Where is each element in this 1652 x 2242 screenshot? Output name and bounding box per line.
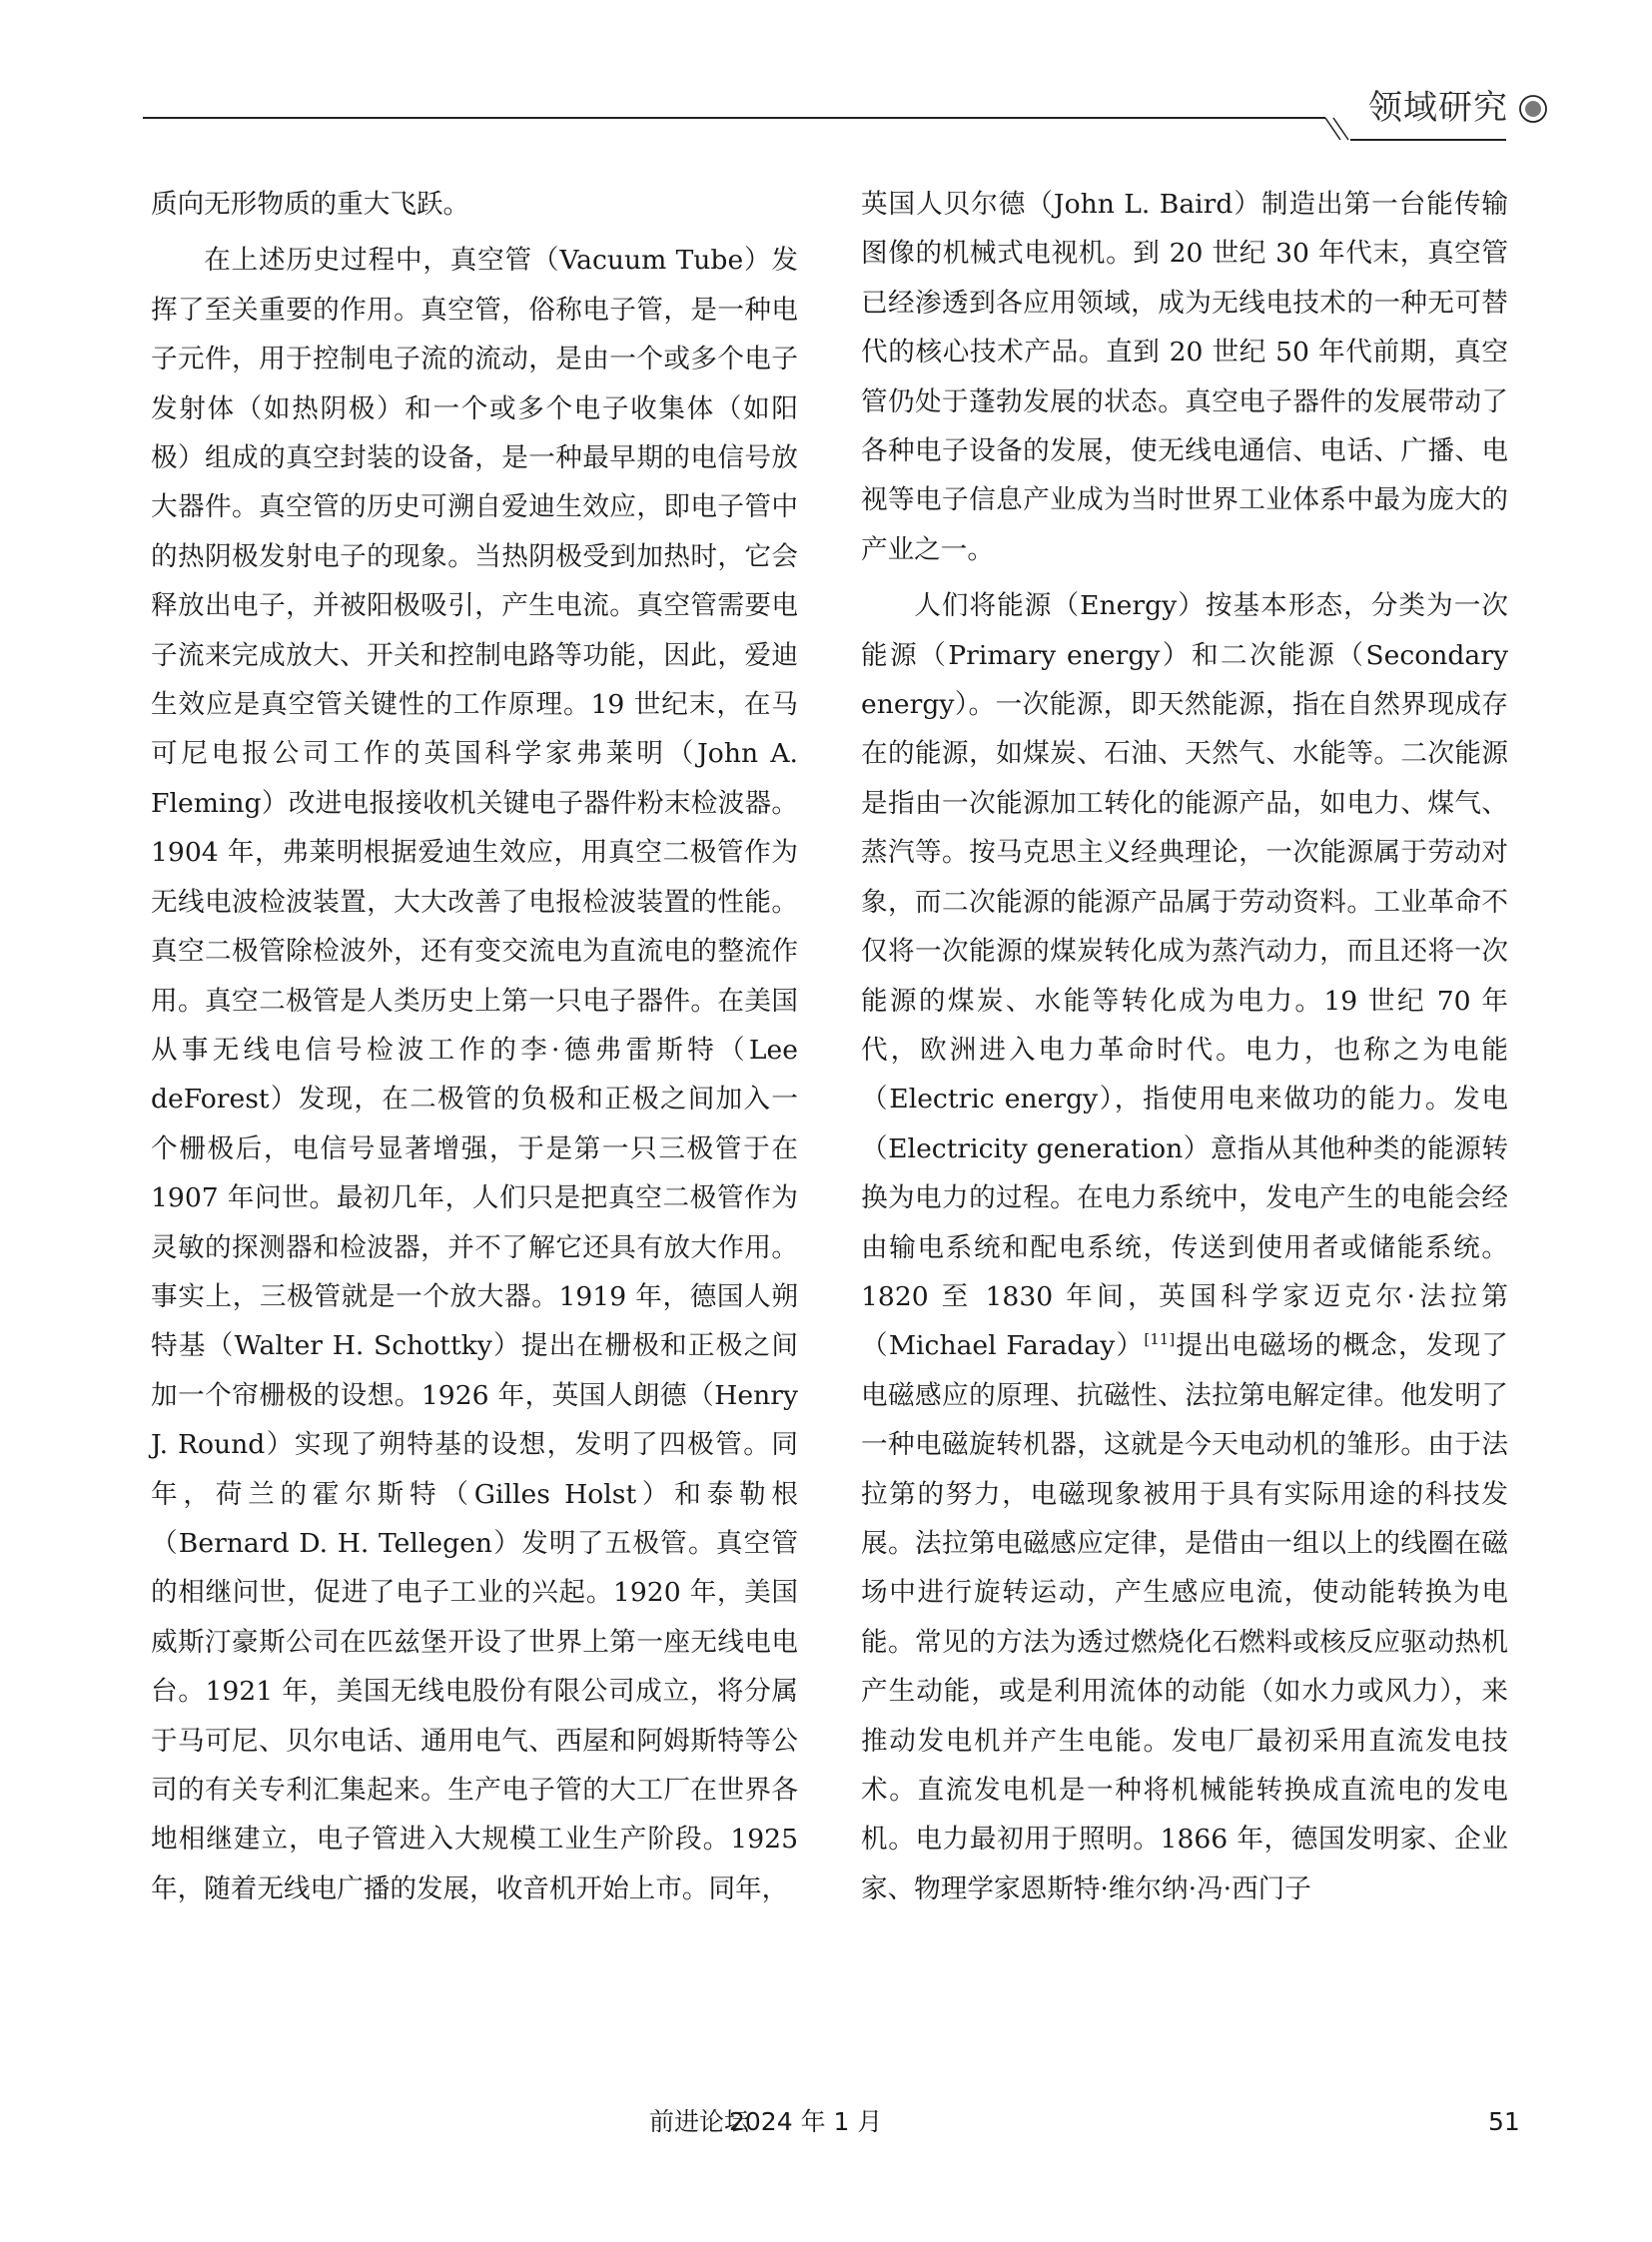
paragraph-text: 人们将能源（Energy）按基本形态，分类为一次能源（Primary energy）和二次能源（Secondary energy）。一次能源，即天然能源，指在自然界现成存在的能源，如煤炭、石油、天然气、水能等。二次能源是指由一次能源加工转化的能源产品，如电力、煤气、蒸汽等。按马克思主义经典理论，一次能源属于劳动对象，而二次能源的能源产品属于劳动资料。工业革命不仅将一次能源的煤炭转化成为蒸汽动力，而且还将一次能源的煤炭、水能等转化成为电力。19 世纪 70 年代，欧洲进入电力革命时代。电力，也称之为电能（Electric energy），指使用电来做功的能力。发电（Electricity generation）意指从其他种类的能源转换为电力的过程。在电力系统中，发电产生的电能会经由输电系统和配电系统，传送到使用者或储能系统。1820 至 1830 年间，英国科学家迈克尔·法拉第（Michael Faraday） <box>861 590 1508 1362</box>
paragraph: 英国人贝尔德（John L. Baird）制造出第一台能传输图像的机械式电视机。到 20 世纪 30 年代末，真空管已经渗透到各应用领域，成为无线电技术的一种无可替代的核心技术产品。直到 20 世纪 50 年代前期，真空管仍处于蓬勃发展的状态。真空电子器件的发展带动了各种电子设备的发展，使无线电通信、电话、广播、电视等电子信息产业成为当时世界工业体系中最为庞大的产业之一。 <box>861 189 1508 565</box>
paragraph: 在上述历史过程中，真空管（Vacuum Tube）发挥了至关重要的作用。真空管，俗称电子管，是一种电子元件，用于控制电子流的流动，是由一个或多个电子发射体（如热阴极）和一个或多个电子收集体（如阳极）组成的真空封装的设备，是一种最早期的电信号放大器件。真空管的历史可溯自爱迪生效应，即电子管中的热阴极发射电子的现象。当热阴极受到加热时，它会释放出电子，并被阳极吸引，产生电流。真空管需要电子流来完成放大、开关和控制电路等功能，因此，爱迪生效应是真空管关键性的工作原理。19 世纪末，在马可尼电报公司工作的英国科学家弗莱明（John A. Fleming）改进电报接收机关键电子器件粉末检波器。1904 年，弗莱明根据爱迪生效应，用真空二极管作为无线电波检波装置，大大改善了电报检波装置的性能。真空二极管除检波外，还有变交流电为直流电的整流作用。真空二极管是人类历史上第一只电子器件。在美国从事无线电信号检波工作的李·德弗雷斯特（Lee deForest）发现，在二极管的负极和正极之间加入一个栅极后，电信号显著增强，于是第一只三极管于在 1907 年问世。最初几年，人们只是把真空二极管作为灵敏的探测器和检波器，并不了解它还具有放大作用。事实上，三极管就是一个放大器。1919 年，德国人朔特基（Walter H. Schottky）提出在栅极和正极之间加一个帘栅极的设想。1926 年，英国人朗德（Henry J. Round）实现了朔特基的设想，发明了四极管。同年，荷兰的霍尔斯特（Gilles Holst）和泰勒根（Bernard D. H. Tellegen）发明了五极管。真空管的相继问世，促进了电子工业的兴起。1920 年，美国威斯汀豪斯公司在匹兹堡开设了世界上第一座无线电电台。1921 年，美国无线电股份有限公司成立，将分属于马可尼、贝尔电话、通用电气、西屋和阿姆斯特等公司的有关专利汇集起来。生产电子管的大工厂在世界各地相继建立，电子管进入大规模工业生产阶段。1925 年，随着无线电广播的发展，收音机开始上市。同年， <box>151 245 798 1904</box>
section-title: 领域研究 <box>1368 88 1508 128</box>
footer-issue-date: 2024 年 1 月 <box>729 2107 883 2136</box>
left-column <box>151 180 798 1920</box>
target-circle-icon <box>1520 96 1546 122</box>
right-column <box>861 180 1508 1920</box>
header-rule-slash-1 <box>1325 118 1340 140</box>
paragraph: 质向无形物质的重大飞跃。 <box>151 189 470 220</box>
paragraph <box>861 581 1508 1913</box>
footer-journal-name: 前进论坛 <box>649 2107 750 2136</box>
header-rule-slash-2 <box>1333 118 1348 140</box>
paragraph-text: 提出电磁场的概念，发现了电磁感应的原理、抗磁性、法拉第电解定律。他发明了一种电磁旋转机器，这就是今天电动机的雏形。由于法拉第的努力，电磁现象被用于具有实际用途的科技发展。法拉第电磁感应定律，是借由一组以上的线圈在磁场中进行旋转运动，产生感应电流，使动能转换为电能。常见的方法为透过燃烧化石燃料或核反应驱动热机产生动能，或是利用流体的动能（如水力或风力），来推动发电机并产生电能。发电厂最初采用直流发电技术。直流发电机是一种将机械能转换成直流电的发电机。电力最初用于照明。1866 年，德国发明家、企业家、物理学家恩斯特·维尔纳·冯·西门子 <box>861 1330 1509 1904</box>
page-number: 51 <box>1488 2107 1520 2136</box>
header-rule <box>0 0 1652 170</box>
citation-reference[interactable]: [11] <box>1144 1330 1176 1349</box>
